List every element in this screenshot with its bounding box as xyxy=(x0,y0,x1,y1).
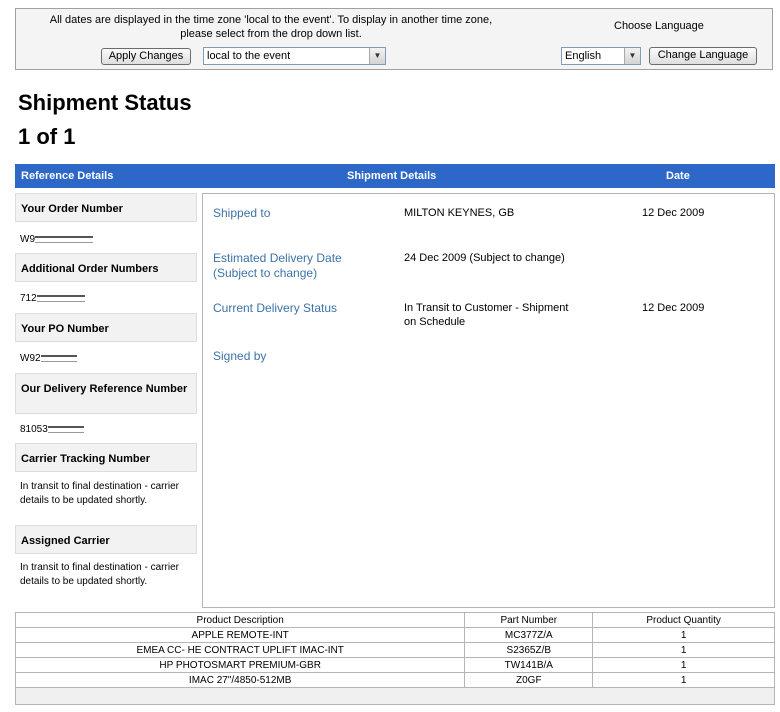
additional-order-numbers-value xyxy=(20,292,190,306)
part-number: S2365Z/B xyxy=(465,643,593,658)
chevron-down-icon[interactable]: ▼ xyxy=(624,48,640,64)
timezone-note-line1: All dates are displayed in the time zone 'local to the event'. To display in another time zone, xyxy=(49,14,493,26)
additional-order-numbers-label: Additional Order Numbers xyxy=(15,253,197,282)
carrier-tracking-value: In transit to final destination - carrier details to be updated shortly. xyxy=(20,481,179,506)
assigned-carrier-label: Assigned Carrier xyxy=(15,525,197,554)
timezone-language-panel xyxy=(15,8,773,70)
product-table-header xyxy=(16,613,775,628)
table-row xyxy=(16,628,775,643)
table-row xyxy=(16,673,775,688)
header-shipment-details: Shipment Details xyxy=(347,170,437,182)
order-number-visible: W9 xyxy=(20,234,35,245)
product-quantity: 1 xyxy=(593,673,775,688)
additional-order-numbers-visible: 712 xyxy=(20,293,37,304)
apply-changes-button[interactable]: Apply Changes xyxy=(101,48,191,65)
redaction-mark xyxy=(48,426,84,433)
column-product-description: Product Description xyxy=(16,613,465,628)
language-selected: English xyxy=(565,50,602,62)
page-title: Shipment Status xyxy=(18,90,192,115)
details-header-bar xyxy=(15,164,775,188)
estimated-delivery-label: Estimated Delivery Date (Subject to change) xyxy=(213,251,342,280)
delivery-reference-value xyxy=(20,423,190,437)
product-table xyxy=(15,612,775,688)
delivery-status-date: 12 Dec 2009 xyxy=(642,302,705,314)
delivery-reference-label: Our Delivery Reference Number xyxy=(15,373,197,414)
part-number: Z0GF xyxy=(465,673,593,688)
product-description: HP PHOTOSMART PREMIUM-GBR xyxy=(16,658,465,673)
product-quantity: 1 xyxy=(593,658,775,673)
timezone-select[interactable] xyxy=(203,47,386,65)
table-row xyxy=(16,658,775,673)
assigned-carrier-value: In transit to final destination - carrier details to be updated shortly. xyxy=(20,562,179,587)
page-count: 1 of 1 xyxy=(18,124,76,149)
po-number-value xyxy=(20,352,190,366)
product-quantity: 1 xyxy=(593,643,775,658)
delivery-status-value: In Transit to Customer - Shipment on Schedule xyxy=(404,302,569,328)
timezone-note xyxy=(16,13,526,41)
choose-language-label: Choose Language xyxy=(614,20,704,32)
po-number-label: Your PO Number xyxy=(15,313,197,342)
product-quantity: 1 xyxy=(593,628,775,643)
column-part-number: Part Number xyxy=(465,613,593,628)
carrier-tracking-label: Carrier Tracking Number xyxy=(15,443,197,472)
timezone-note-line2: please select from the drop down list. xyxy=(180,28,362,40)
product-description: EMEA CC- HE CONTRACT UPLIFT IMAC-INT xyxy=(16,643,465,658)
order-number-label: Your Order Number xyxy=(15,193,197,222)
po-number-visible: W92 xyxy=(20,353,41,364)
column-product-quantity: Product Quantity xyxy=(593,613,775,628)
product-description: IMAC 27"/4850-512MB xyxy=(16,673,465,688)
redaction-mark xyxy=(35,236,93,243)
part-number: TW141B/A xyxy=(465,658,593,673)
part-number: MC377Z/A xyxy=(465,628,593,643)
table-row xyxy=(16,643,775,658)
delivery-status-label: Current Delivery Status xyxy=(213,301,338,315)
language-select[interactable] xyxy=(561,47,641,65)
redaction-mark xyxy=(37,295,85,302)
redaction-mark xyxy=(41,355,77,362)
order-number-value xyxy=(20,233,190,247)
shipped-to-label: Shipped to xyxy=(213,206,271,220)
header-date: Date xyxy=(666,170,690,182)
product-description: APPLE REMOTE-INT xyxy=(16,628,465,643)
chevron-down-icon[interactable]: ▼ xyxy=(369,48,385,64)
estimated-delivery-value: 24 Dec 2009 (Subject to change) xyxy=(404,252,565,264)
change-language-button[interactable]: Change Language xyxy=(649,47,757,65)
timezone-selected: local to the event xyxy=(207,50,291,62)
delivery-reference-visible: 81053 xyxy=(20,424,48,435)
shipped-to-date: 12 Dec 2009 xyxy=(642,207,705,219)
signed-by-label: Signed by xyxy=(213,349,267,363)
shipped-to-value: MILTON KEYNES, GB xyxy=(404,207,515,219)
header-reference-details: Reference Details xyxy=(21,170,114,182)
